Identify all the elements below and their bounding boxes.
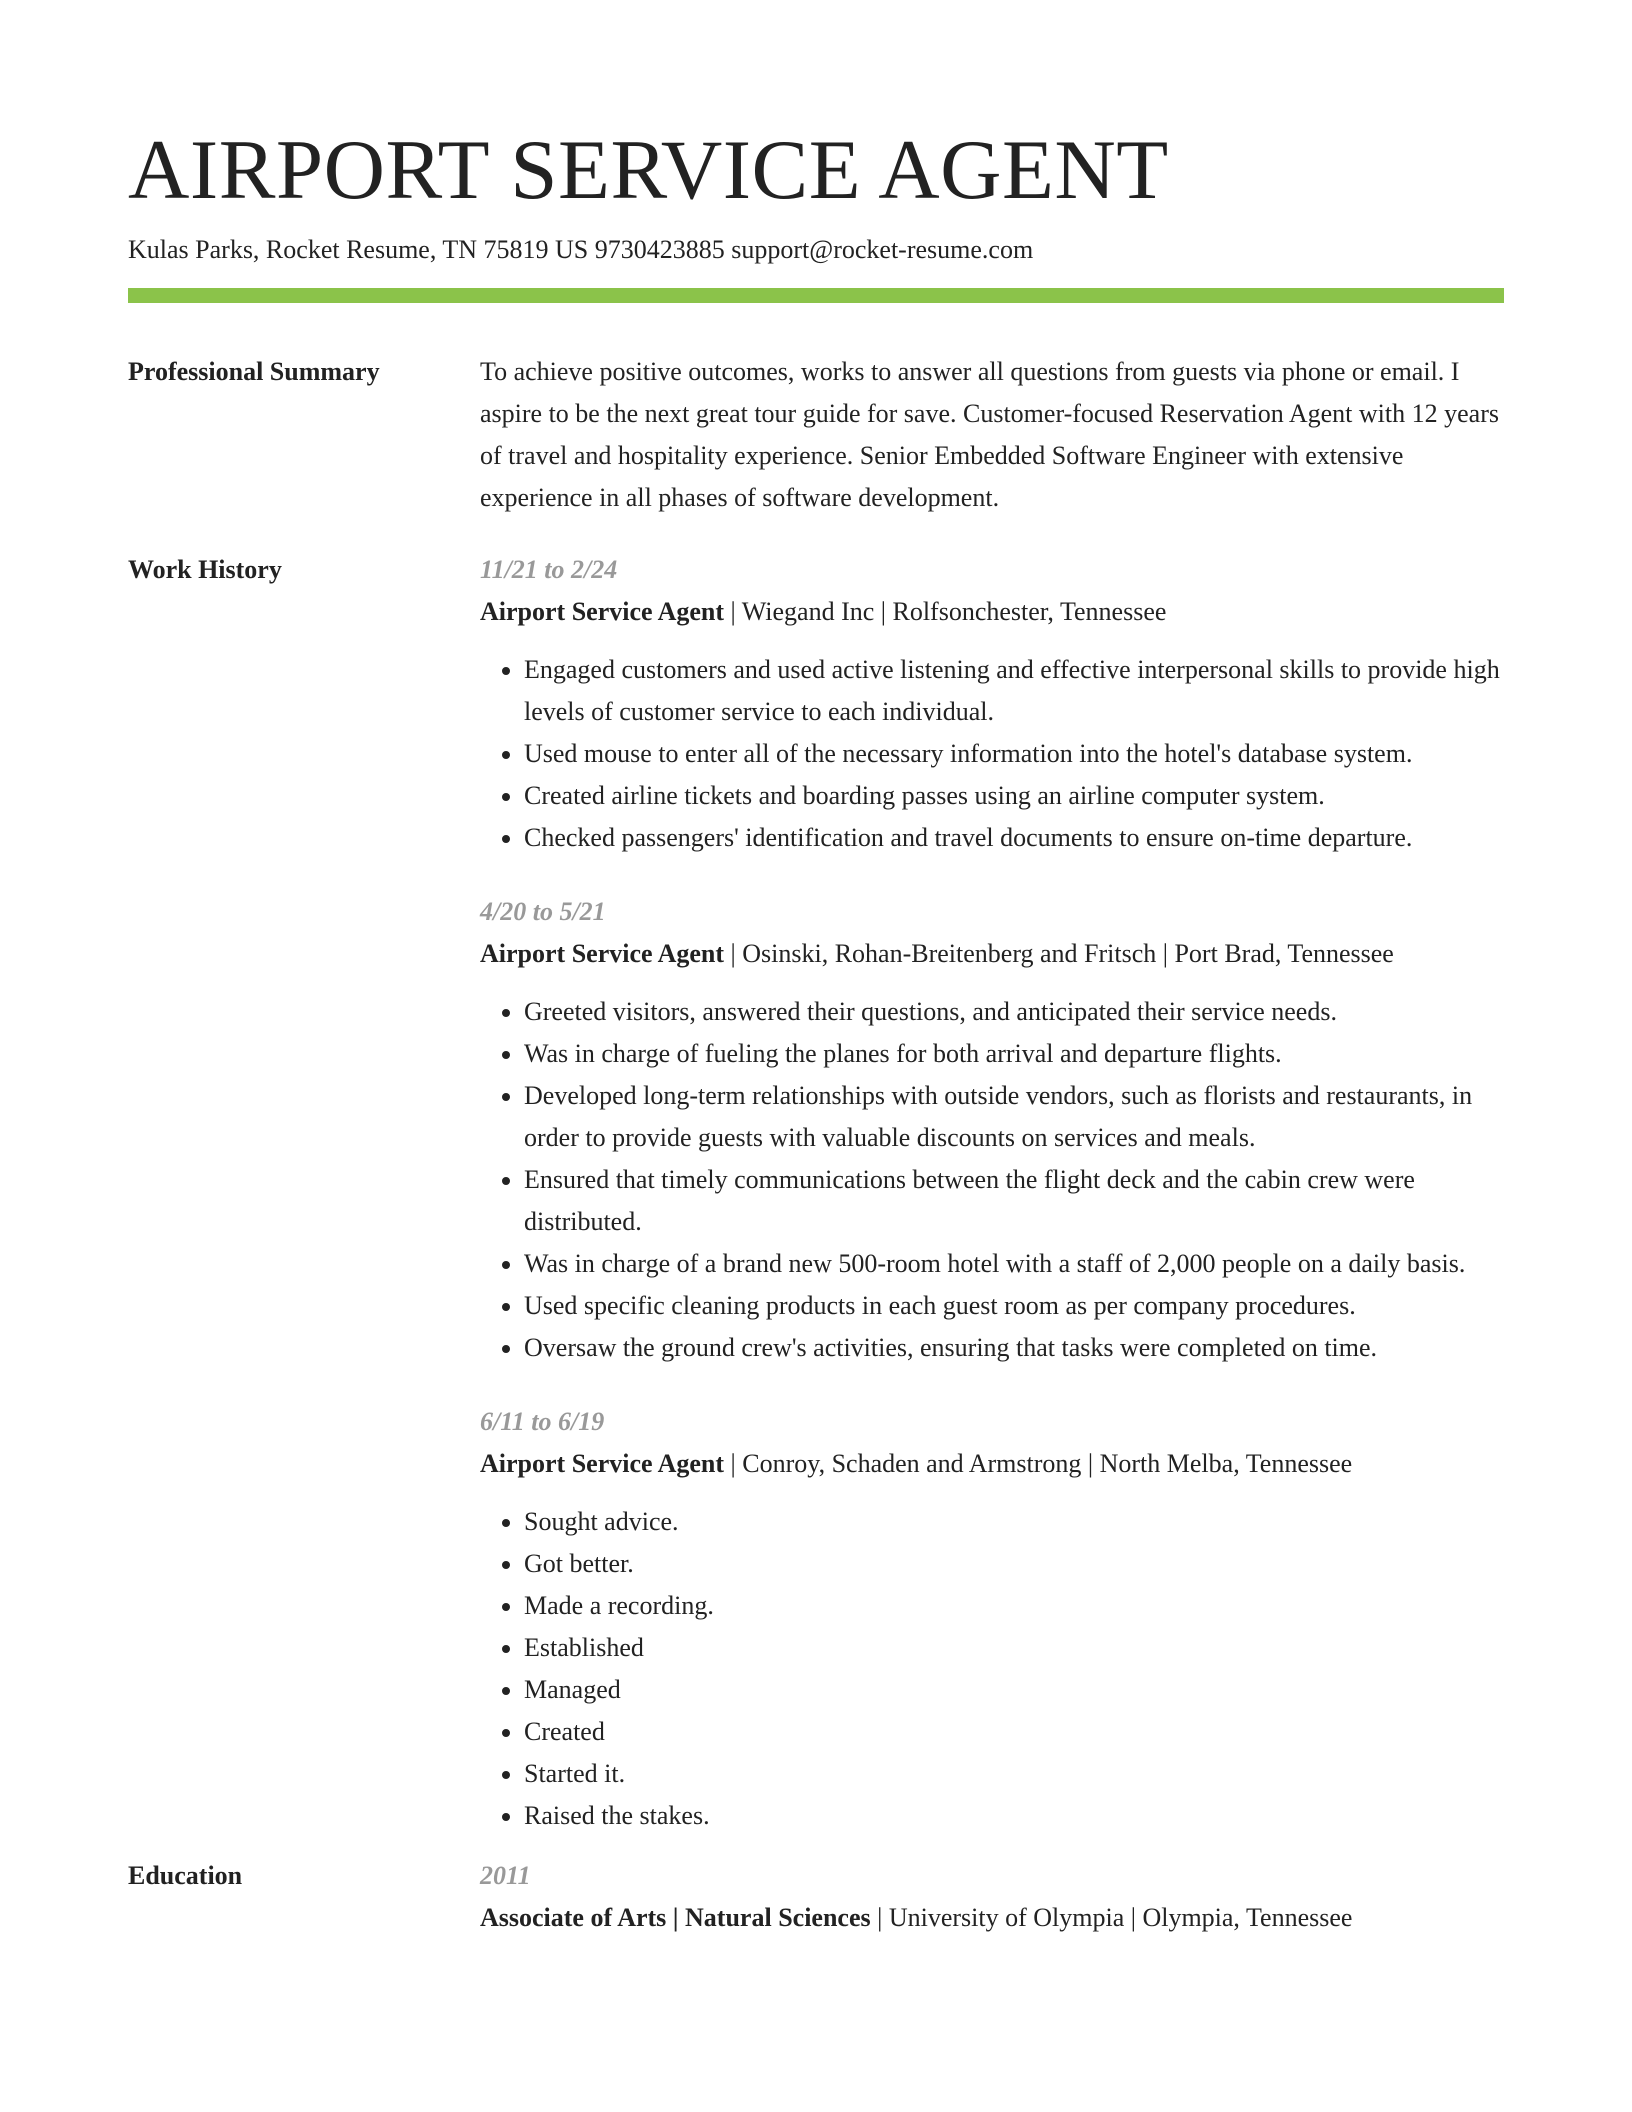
work-history-heading: Work History bbox=[128, 555, 282, 584]
education-heading-line bbox=[480, 1897, 1504, 1939]
list-item: • Used mouse to enter all of the necessary information into the hotel's database system. bbox=[524, 733, 1504, 775]
list-item: • Was in charge of a brand new 500-room hotel with a staff of 2,000 people on a daily basis. bbox=[524, 1243, 1504, 1285]
job-heading bbox=[480, 933, 1504, 975]
job-dates: 4/20 to 5/21 bbox=[480, 897, 606, 926]
job-heading bbox=[480, 591, 1504, 633]
job-dates: 11/21 to 2/24 bbox=[480, 555, 618, 584]
list-item: • Raised the stakes. bbox=[524, 1795, 1504, 1837]
work-history-list bbox=[480, 549, 1504, 1837]
education-entry bbox=[480, 1855, 1504, 1939]
list-item: • Established bbox=[524, 1627, 1504, 1669]
job-entry bbox=[480, 1401, 1504, 1837]
list-item: • Developed long-term relationships with outside vendors, such as florists and restaurants, in order to provide guests with valuable discounts on services and meals. bbox=[524, 1075, 1504, 1159]
job-details: | Osinski, Rohan-Breitenberg and Fritsch | Port Brad, Tennessee bbox=[724, 939, 1394, 968]
resume-page bbox=[128, 122, 1504, 1939]
list-item: • Oversaw the ground crew's activities, ensuring that tasks were completed on time. bbox=[524, 1327, 1504, 1369]
job-bullets bbox=[480, 649, 1504, 859]
list-item: • Created airline tickets and boarding passes using an airline computer system. bbox=[524, 775, 1504, 817]
list-item: • Was in charge of fueling the planes for both arrival and departure flights. bbox=[524, 1033, 1504, 1075]
job-details: | Wiegand Inc | Rolfsonchester, Tennessee bbox=[724, 597, 1167, 626]
list-item: • Made a recording. bbox=[524, 1585, 1504, 1627]
job-entry bbox=[480, 891, 1504, 1369]
education-details: | University of Olympia | Olympia, Tennessee bbox=[870, 1903, 1353, 1932]
list-item: • Checked passengers' identification and travel documents to ensure on-time departure. bbox=[524, 817, 1504, 859]
job-details: | Conroy, Schaden and Armstrong | North Melba, Tennessee bbox=[724, 1449, 1353, 1478]
resume-title: AIRPORT SERVICE AGENT bbox=[128, 123, 1169, 217]
list-item: • Got better. bbox=[524, 1543, 1504, 1585]
degree-separator: | bbox=[666, 1903, 686, 1932]
contact-line: Kulas Parks, Rocket Resume, TN 75819 US 9730423885 support@rocket-resume.com bbox=[128, 235, 1034, 264]
education-heading: Education bbox=[128, 1861, 243, 1890]
job-entry bbox=[480, 549, 1504, 859]
work-history-section bbox=[128, 549, 1504, 1837]
accent-divider bbox=[128, 288, 1504, 303]
job-heading bbox=[480, 1443, 1504, 1485]
degree-name: Associate of Arts bbox=[480, 1903, 667, 1932]
list-item: • Ensured that timely communications between the flight deck and the cabin crew were distributed. bbox=[524, 1159, 1504, 1243]
job-bullets bbox=[480, 991, 1504, 1369]
list-item: • Greeted visitors, answered their questions, and anticipated their service needs. bbox=[524, 991, 1504, 1033]
job-title: Airport Service Agent bbox=[480, 939, 725, 968]
degree-field: Natural Sciences bbox=[685, 1903, 871, 1932]
job-title: Airport Service Agent bbox=[480, 1449, 725, 1478]
list-item: • Started it. bbox=[524, 1753, 1504, 1795]
summary-section bbox=[128, 351, 1504, 519]
education-section bbox=[128, 1855, 1504, 1939]
summary-heading: Professional Summary bbox=[128, 357, 380, 386]
education-year: 2011 bbox=[480, 1861, 531, 1890]
list-item: • Engaged customers and used active listening and effective interpersonal skills to provide high levels of customer service to each individual. bbox=[524, 649, 1504, 733]
list-item: • Created bbox=[524, 1711, 1504, 1753]
list-item: • Managed bbox=[524, 1669, 1504, 1711]
job-dates: 6/11 to 6/19 bbox=[480, 1407, 605, 1436]
job-bullets bbox=[480, 1501, 1504, 1837]
job-title: Airport Service Agent bbox=[480, 597, 725, 626]
summary-text: To achieve positive outcomes, works to answer all questions from guests via phone or email. I aspire to be the next great tour guide for save. Customer-focused Reservation Agent with 12 years of travel and hospitality experience. Senior Embedded Software Engineer with extensive experience in all phases of software development. bbox=[480, 357, 1499, 512]
list-item: • Sought advice. bbox=[524, 1501, 1504, 1543]
list-item: • Used specific cleaning products in each guest room as per company procedures. bbox=[524, 1285, 1504, 1327]
